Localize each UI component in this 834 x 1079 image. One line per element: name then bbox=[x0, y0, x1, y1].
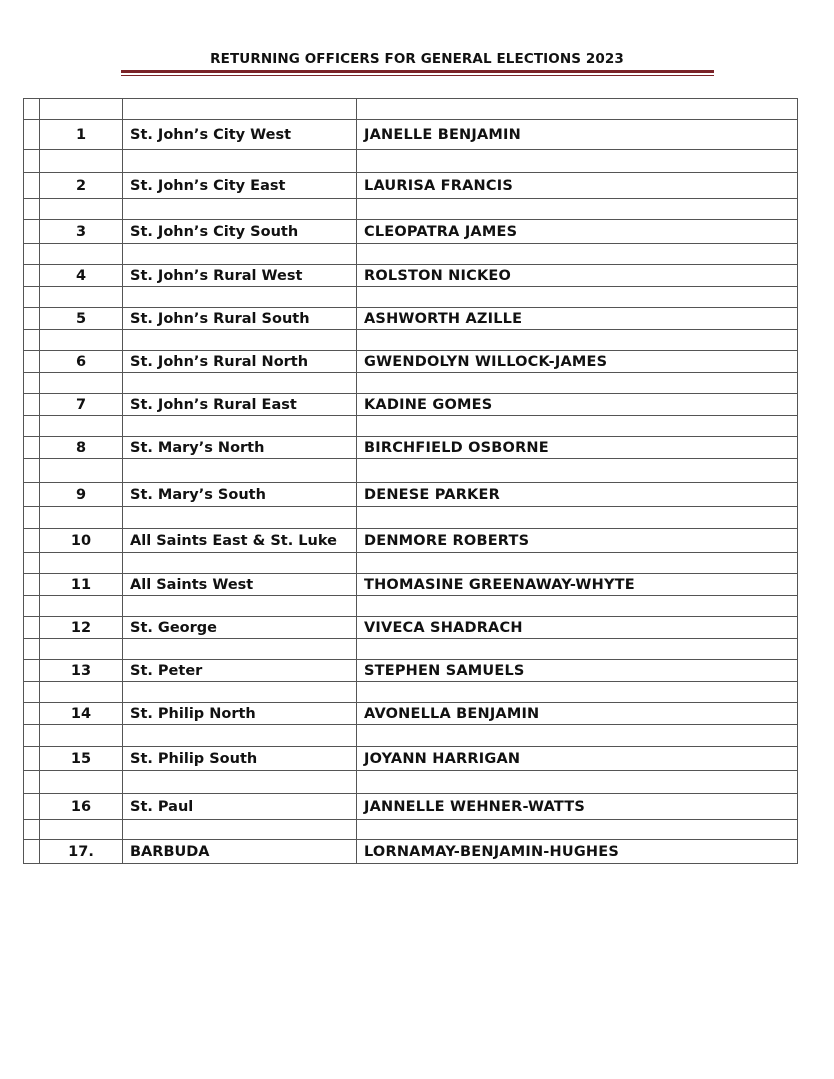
spacer-row bbox=[24, 373, 798, 394]
empty-cell bbox=[24, 596, 40, 617]
row-number: 12 bbox=[40, 617, 123, 639]
table-row bbox=[24, 220, 798, 244]
spacer-row bbox=[24, 287, 798, 308]
empty-cell bbox=[123, 553, 357, 574]
empty-cell bbox=[123, 682, 357, 703]
empty-cell bbox=[357, 244, 798, 265]
constituency-name: St. Paul bbox=[123, 794, 357, 820]
row-number: 16 bbox=[40, 794, 123, 820]
empty-cell bbox=[40, 507, 123, 529]
empty-cell bbox=[24, 459, 40, 483]
returning-officer-name: BIRCHFIELD OSBORNE bbox=[357, 437, 798, 459]
empty-cell bbox=[40, 553, 123, 574]
empty-cell bbox=[123, 287, 357, 308]
row-number: 14 bbox=[40, 703, 123, 725]
spacer-row bbox=[24, 771, 798, 794]
table-row bbox=[24, 617, 798, 639]
empty-cell bbox=[40, 99, 123, 120]
constituency-name: St. Peter bbox=[123, 660, 357, 682]
returning-officer-name: KADINE GOMES bbox=[357, 394, 798, 416]
empty-cell bbox=[24, 373, 40, 394]
empty-cell bbox=[123, 507, 357, 529]
empty-cell bbox=[357, 99, 798, 120]
page-title: RETURNING OFFICERS FOR GENERAL ELECTIONS 2023 bbox=[210, 51, 624, 67]
empty-cell bbox=[357, 373, 798, 394]
constituency-name: St. Philip South bbox=[123, 747, 357, 771]
empty-cell bbox=[357, 150, 798, 173]
spacer-row bbox=[24, 99, 798, 120]
row-margin-cell bbox=[24, 617, 40, 639]
empty-cell bbox=[24, 99, 40, 120]
table-body bbox=[24, 99, 798, 864]
table-row bbox=[24, 574, 798, 596]
empty-cell bbox=[123, 244, 357, 265]
row-number: 9 bbox=[40, 483, 123, 507]
table-row bbox=[24, 660, 798, 682]
empty-cell bbox=[357, 287, 798, 308]
row-number: 5 bbox=[40, 308, 123, 330]
empty-cell bbox=[357, 771, 798, 794]
empty-cell bbox=[123, 596, 357, 617]
constituency-name: All Saints East & St. Luke bbox=[123, 529, 357, 553]
empty-cell bbox=[123, 373, 357, 394]
empty-cell bbox=[123, 459, 357, 483]
constituency-name: St. John’s City West bbox=[123, 120, 357, 150]
returning-officers-table bbox=[23, 98, 798, 864]
returning-officer-name: JOYANN HARRIGAN bbox=[357, 747, 798, 771]
table-row bbox=[24, 840, 798, 864]
table-row bbox=[24, 394, 798, 416]
spacer-row bbox=[24, 507, 798, 529]
empty-cell bbox=[357, 416, 798, 437]
empty-cell bbox=[40, 373, 123, 394]
returning-officer-name: VIVECA SHADRACH bbox=[357, 617, 798, 639]
row-number: 4 bbox=[40, 265, 123, 287]
row-number: 17. bbox=[40, 840, 123, 864]
empty-cell bbox=[123, 639, 357, 660]
row-margin-cell bbox=[24, 660, 40, 682]
empty-cell bbox=[40, 199, 123, 220]
empty-cell bbox=[40, 244, 123, 265]
empty-cell bbox=[123, 416, 357, 437]
returning-officer-name: CLEOPATRA JAMES bbox=[357, 220, 798, 244]
returning-officer-name: GWENDOLYN WILLOCK-JAMES bbox=[357, 351, 798, 373]
spacer-row bbox=[24, 553, 798, 574]
row-number: 10 bbox=[40, 529, 123, 553]
empty-cell bbox=[40, 287, 123, 308]
title-underline-thin bbox=[121, 75, 714, 76]
constituency-name: BARBUDA bbox=[123, 840, 357, 864]
empty-cell bbox=[123, 820, 357, 840]
empty-cell bbox=[40, 771, 123, 794]
empty-cell bbox=[40, 596, 123, 617]
row-margin-cell bbox=[24, 840, 40, 864]
row-number: 11 bbox=[40, 574, 123, 596]
row-margin-cell bbox=[24, 351, 40, 373]
spacer-row bbox=[24, 725, 798, 747]
table-row bbox=[24, 120, 798, 150]
empty-cell bbox=[24, 199, 40, 220]
empty-cell bbox=[123, 150, 357, 173]
empty-cell bbox=[123, 771, 357, 794]
returning-officer-name: DENMORE ROBERTS bbox=[357, 529, 798, 553]
empty-cell bbox=[40, 330, 123, 351]
empty-cell bbox=[40, 725, 123, 747]
table-row bbox=[24, 747, 798, 771]
spacer-row bbox=[24, 596, 798, 617]
table-row bbox=[24, 483, 798, 507]
empty-cell bbox=[24, 553, 40, 574]
table-row bbox=[24, 351, 798, 373]
spacer-row bbox=[24, 682, 798, 703]
table-row bbox=[24, 308, 798, 330]
table-row bbox=[24, 265, 798, 287]
empty-cell bbox=[357, 199, 798, 220]
spacer-row bbox=[24, 244, 798, 265]
empty-cell bbox=[24, 682, 40, 703]
empty-cell bbox=[24, 507, 40, 529]
returning-officer-name: DENESE PARKER bbox=[357, 483, 798, 507]
empty-cell bbox=[24, 725, 40, 747]
empty-cell bbox=[357, 820, 798, 840]
constituency-name: St. John’s Rural West bbox=[123, 265, 357, 287]
row-margin-cell bbox=[24, 574, 40, 596]
table-row bbox=[24, 437, 798, 459]
returning-officer-name: AVONELLA BENJAMIN bbox=[357, 703, 798, 725]
returning-officer-name: LORNAMAY-BENJAMIN-HUGHES bbox=[357, 840, 798, 864]
empty-cell bbox=[24, 244, 40, 265]
empty-cell bbox=[40, 820, 123, 840]
empty-cell bbox=[357, 507, 798, 529]
spacer-row bbox=[24, 416, 798, 437]
row-margin-cell bbox=[24, 265, 40, 287]
constituency-name: St. John’s City South bbox=[123, 220, 357, 244]
row-number: 3 bbox=[40, 220, 123, 244]
constituency-name: All Saints West bbox=[123, 574, 357, 596]
spacer-row bbox=[24, 330, 798, 351]
constituency-name: St. John’s Rural East bbox=[123, 394, 357, 416]
row-margin-cell bbox=[24, 529, 40, 553]
row-margin-cell bbox=[24, 483, 40, 507]
constituency-name: St. John’s Rural North bbox=[123, 351, 357, 373]
table-row bbox=[24, 703, 798, 725]
returning-officer-name: THOMASINE GREENAWAY-WHYTE bbox=[357, 574, 798, 596]
row-margin-cell bbox=[24, 437, 40, 459]
empty-cell bbox=[123, 199, 357, 220]
empty-cell bbox=[40, 639, 123, 660]
table-row bbox=[24, 529, 798, 553]
constituency-name: St. Mary’s South bbox=[123, 483, 357, 507]
empty-cell bbox=[24, 150, 40, 173]
constituency-name: St. John’s Rural South bbox=[123, 308, 357, 330]
row-number: 7 bbox=[40, 394, 123, 416]
returning-officer-name: ASHWORTH AZILLE bbox=[357, 308, 798, 330]
returning-officer-name: LAURISA FRANCIS bbox=[357, 173, 798, 199]
empty-cell bbox=[357, 553, 798, 574]
constituency-name: St. Mary’s North bbox=[123, 437, 357, 459]
title-underline-thick bbox=[121, 70, 714, 73]
empty-cell bbox=[24, 330, 40, 351]
constituency-name: St. George bbox=[123, 617, 357, 639]
empty-cell bbox=[357, 639, 798, 660]
returning-officer-name: JANELLE BENJAMIN bbox=[357, 120, 798, 150]
returning-officer-name: JANNELLE WEHNER-WATTS bbox=[357, 794, 798, 820]
spacer-row bbox=[24, 199, 798, 220]
spacer-row bbox=[24, 820, 798, 840]
spacer-row bbox=[24, 150, 798, 173]
row-number: 1 bbox=[40, 120, 123, 150]
empty-cell bbox=[123, 99, 357, 120]
empty-cell bbox=[123, 725, 357, 747]
constituency-name: St. Philip North bbox=[123, 703, 357, 725]
empty-cell bbox=[357, 459, 798, 483]
row-number: 2 bbox=[40, 173, 123, 199]
returning-officer-name: STEPHEN SAMUELS bbox=[357, 660, 798, 682]
empty-cell bbox=[40, 150, 123, 173]
empty-cell bbox=[24, 820, 40, 840]
empty-cell bbox=[357, 596, 798, 617]
row-margin-cell bbox=[24, 173, 40, 199]
table-row bbox=[24, 173, 798, 199]
empty-cell bbox=[24, 287, 40, 308]
empty-cell bbox=[40, 416, 123, 437]
empty-cell bbox=[357, 682, 798, 703]
returning-officer-name: ROLSTON NICKEO bbox=[357, 265, 798, 287]
empty-cell bbox=[40, 459, 123, 483]
row-margin-cell bbox=[24, 794, 40, 820]
spacer-row bbox=[24, 459, 798, 483]
row-number: 13 bbox=[40, 660, 123, 682]
empty-cell bbox=[123, 330, 357, 351]
empty-cell bbox=[357, 330, 798, 351]
empty-cell bbox=[357, 725, 798, 747]
empty-cell bbox=[24, 771, 40, 794]
empty-cell bbox=[40, 682, 123, 703]
row-margin-cell bbox=[24, 703, 40, 725]
constituency-name: St. John’s City East bbox=[123, 173, 357, 199]
empty-cell bbox=[24, 416, 40, 437]
row-margin-cell bbox=[24, 220, 40, 244]
row-margin-cell bbox=[24, 308, 40, 330]
row-margin-cell bbox=[24, 394, 40, 416]
row-margin-cell bbox=[24, 747, 40, 771]
row-number: 8 bbox=[40, 437, 123, 459]
table-row bbox=[24, 794, 798, 820]
empty-cell bbox=[24, 639, 40, 660]
spacer-row bbox=[24, 639, 798, 660]
row-margin-cell bbox=[24, 120, 40, 150]
row-number: 6 bbox=[40, 351, 123, 373]
row-number: 15 bbox=[40, 747, 123, 771]
